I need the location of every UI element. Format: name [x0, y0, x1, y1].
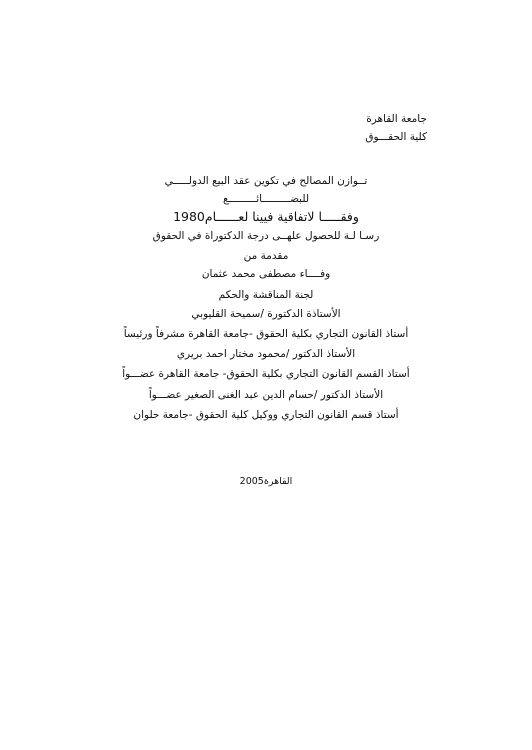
- author-name: وفــــاء مصطفى محمد عثمان: [201, 268, 331, 280]
- thesis-title-line-2: للبضـــــــــائـــــــــع: [222, 193, 310, 205]
- presented-by: مقدمة من: [243, 250, 289, 262]
- committee-member-2-name: الأستاذ الدكتور /محمود مختار احمد بريري: [176, 348, 356, 360]
- committee-member-1-name: الأستاذة الدكتورة /سميحة القليوبي: [191, 308, 341, 320]
- degree-purpose: رسـا لـة للحصول علهــى درجة الدكتوراة في الحقوق: [152, 230, 380, 242]
- committee-member-2-title: أستاذ القسم القانون التجاري بكلية الحقوق- جامعة القاهرة عضـــواً: [122, 368, 410, 380]
- committee-member-3-title: أستاذ قسم القانون التجاري ووكيل كلية الحقوق -جامعة حلوان: [133, 409, 399, 421]
- faculty-name: كلية الحقـــوق: [365, 131, 427, 143]
- university-name: جامعة القاهرة: [366, 113, 427, 125]
- committee-member-3-name: الأستاذ الدكتور /حسام الدين عبد الغنى الصغير عضـــواً: [148, 389, 384, 401]
- thesis-title-line-1: تــوازن المصالح في تكوين عقد البيع الدولـــــي: [164, 175, 368, 187]
- place-and-year: القاهرة2005: [239, 476, 293, 487]
- committee-member-1-title: أستاذ القانون التجاري بكلية الحقوق -جامعة القاهرة مشرفاً ورئيساً: [123, 328, 409, 340]
- committee-heading: لجنة المناقشة والحكم: [218, 289, 314, 301]
- thesis-title-line-3: وفقـــــا لاتفاقية فيينا لعــــــام1980: [173, 209, 359, 224]
